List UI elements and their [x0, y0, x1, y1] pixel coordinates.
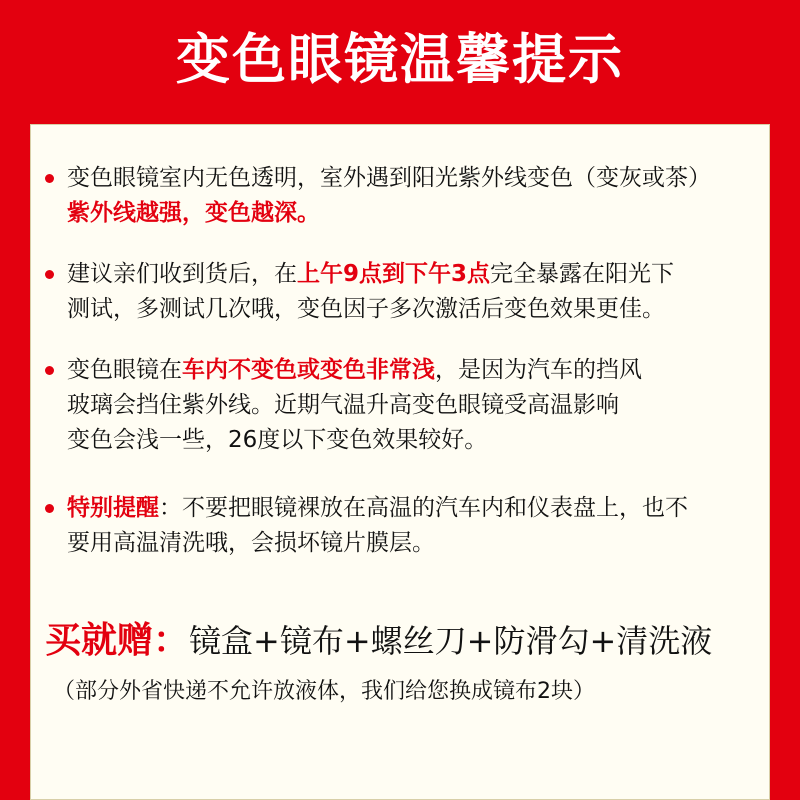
tip-2-text-post: 完全暴露在阳光下 — [490, 261, 675, 287]
notice-panel — [30, 124, 770, 800]
tip-2-line-1 — [67, 257, 759, 292]
tip-4-line-1 — [67, 491, 759, 526]
gift-label: 买就赠： — [45, 620, 190, 661]
tip-1-line-2: 紫外线越强，变色越深。 — [67, 200, 320, 226]
tip-item-2 — [45, 257, 759, 327]
tip-item-4 — [45, 491, 759, 561]
bullet-dot-icon — [45, 270, 54, 279]
tip-1-line-1: 变色眼镜室内无色透明，室外遇到阳光紫外线变色（变灰或茶） — [67, 165, 711, 191]
gift-line — [45, 619, 712, 663]
tip-3-line-3: 变色会浅一些，26度以下变色效果较好。 — [67, 427, 488, 453]
tip-3-text-pre: 变色眼镜在 — [67, 357, 182, 383]
tip-4-highlight: 特别提醒 — [67, 495, 159, 521]
tip-2-text-pre: 建议亲们收到货后，在 — [67, 261, 297, 287]
tip-3-line-2: 玻璃会挡住紫外线。近期气温升高变色眼镜受高温影响 — [67, 392, 619, 418]
gift-items: 镜盒+镜布+螺丝刀+防滑勾+清洗液 — [189, 622, 713, 660]
tip-2-highlight: 上午9点到下午3点 — [297, 261, 491, 287]
shipping-note: （部分外省快递不允许放液体，我们给您换成镜布2块） — [53, 679, 595, 704]
tip-2-line-2: 测试，多测试几次哦，变色因子多次激活后变色效果更佳。 — [67, 296, 665, 322]
tip-4-line-2: 要用高温清洗哦，会损坏镜片膜层。 — [67, 530, 435, 556]
tip-item-3 — [45, 353, 759, 458]
page-title: 变色眼镜温馨提示 — [176, 28, 624, 91]
tip-3-line-1 — [67, 353, 759, 388]
tip-3-highlight: 车内不变色或变色非常浅 — [182, 357, 435, 383]
tip-3-text-post: ，是因为汽车的挡风 — [435, 357, 642, 383]
bullet-dot-icon — [45, 174, 54, 183]
bullet-dot-icon — [45, 504, 54, 513]
tip-item-1 — [45, 161, 759, 231]
bullet-dot-icon — [45, 366, 54, 375]
tip-4-text-post: ：不要把眼镜裸放在高温的汽车内和仪表盘上，也不 — [159, 495, 688, 521]
